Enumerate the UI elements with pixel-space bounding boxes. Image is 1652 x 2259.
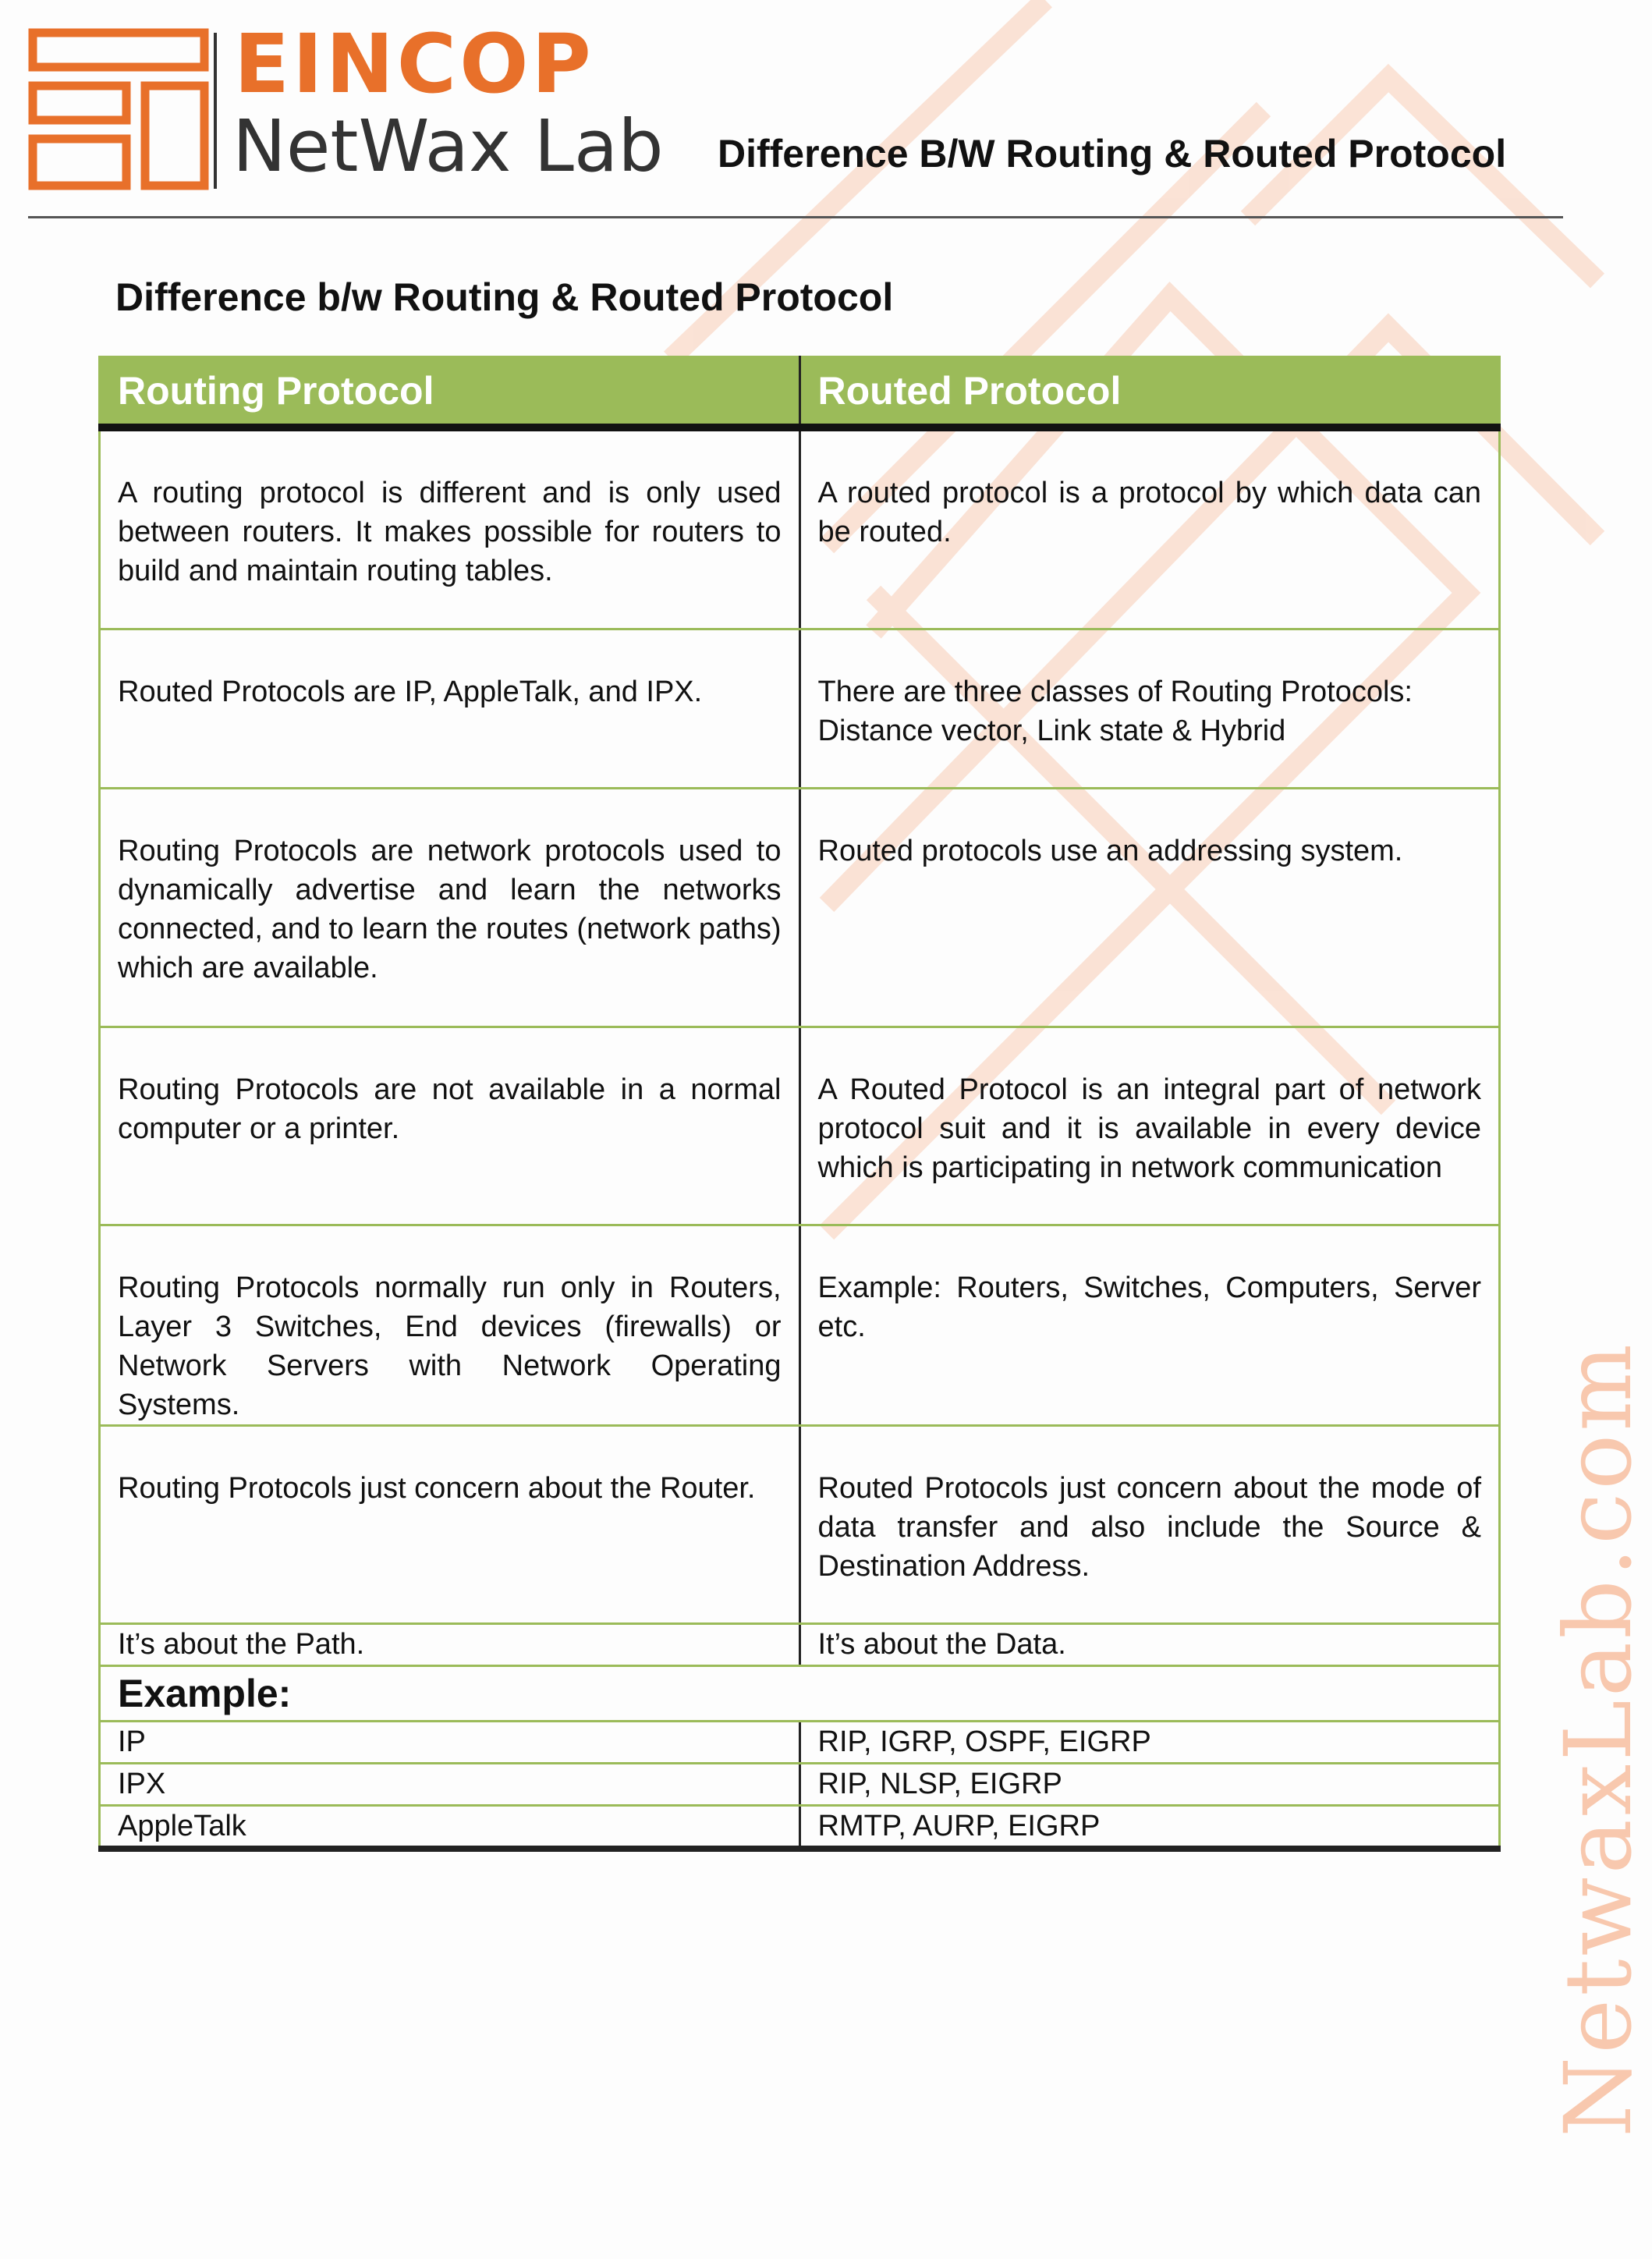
table-header-row	[100, 357, 1500, 428]
brand-name: EINCOP	[234, 16, 594, 112]
routed-cell: Routed protocols use an addressing system.	[799, 788, 1500, 1027]
example-title-row	[100, 1665, 1500, 1721]
routed-cell: A routed protocol is a protocol by which data can be routed.	[799, 427, 1500, 629]
eincop-logo-icon	[28, 28, 215, 192]
side-watermark: NetwaxLab.com	[1544, 1340, 1652, 2137]
example-row	[100, 1805, 1500, 1849]
column-header-routed: Routed Protocol	[799, 357, 1500, 428]
example-protocol: IPX	[100, 1763, 800, 1805]
routing-cell: Routing Protocols are not available in a normal computer or a printer.	[100, 1027, 800, 1225]
routed-cell: Example: Routers, Switches, Computers, Server etc.	[799, 1225, 1500, 1425]
comparison-table	[98, 356, 1501, 1852]
example-protocol: IP	[100, 1721, 800, 1763]
routing-cell: Routed Protocols are IP, AppleTalk, and IPX.	[100, 629, 800, 788]
table-row	[100, 1225, 1500, 1425]
routing-cell: It’s about the Path.	[100, 1623, 800, 1665]
example-row	[100, 1763, 1500, 1805]
logo-divider	[214, 33, 217, 189]
column-header-routing: Routing Protocol	[100, 357, 800, 428]
example-routing-protocols: RMTP, AURP, EIGRP	[799, 1805, 1500, 1849]
routing-cell: Routing Protocols just concern about the Router.	[100, 1425, 800, 1623]
example-routing-protocols: RIP, NLSP, EIGRP	[799, 1763, 1500, 1805]
example-routing-protocols: RIP, IGRP, OSPF, EIGRP	[799, 1721, 1500, 1763]
routing-cell: Routing Protocols are network protocols used to dynamically advertise and learn the networks connected, and to learn the routes (network paths) which are available.	[100, 788, 800, 1027]
brand-subtitle: NetWax Lab	[232, 105, 664, 188]
routed-cell: Routed Protocols just concern about the mode of data transfer and also include the Source & Destination Address.	[799, 1425, 1500, 1623]
routed-cell: A Routed Protocol is an integral part of network protocol suit and it is available in every device which is participating in network communication	[799, 1027, 1500, 1225]
routing-cell: Routing Protocols normally run only in Routers, Layer 3 Switches, End devices (firewalls) or Network Servers with Network Operating Systems.	[100, 1225, 800, 1425]
header-title: Difference B/W Routing & Routed Protocol	[718, 132, 1507, 176]
table-row	[100, 1027, 1500, 1225]
routed-cell: It’s about the Data.	[799, 1623, 1500, 1665]
table-row	[100, 629, 1500, 788]
table-row	[100, 427, 1500, 629]
example-title: Example:	[100, 1665, 1500, 1721]
table-row	[100, 788, 1500, 1027]
routed-cell: There are three classes of Routing Protocols: Distance vector, Link state & Hybrid	[799, 629, 1500, 788]
header-divider	[28, 216, 1563, 218]
routing-cell: A routing protocol is different and is only used between routers. It makes possible for routers to build and maintain routing tables.	[100, 427, 800, 629]
table-row	[100, 1425, 1500, 1623]
example-protocol: AppleTalk	[100, 1805, 800, 1849]
page-title: Difference b/w Routing & Routed Protocol	[115, 275, 894, 319]
table-row	[100, 1623, 1500, 1665]
example-row	[100, 1721, 1500, 1763]
